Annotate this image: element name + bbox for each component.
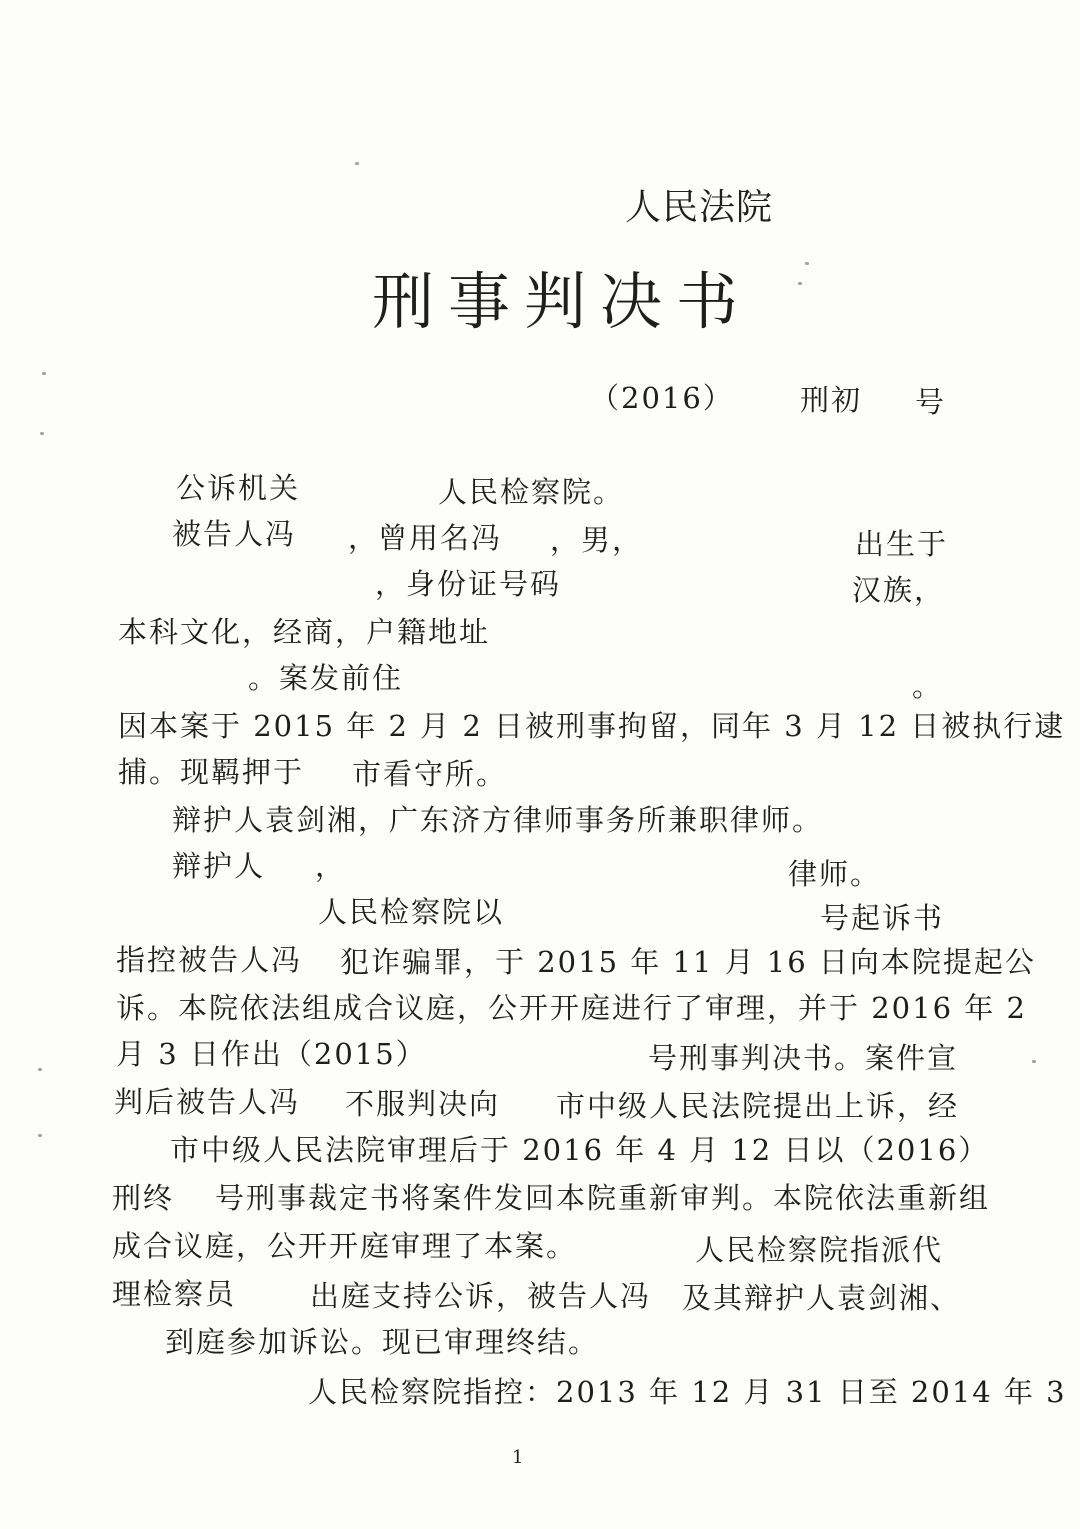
scan-speck — [798, 282, 802, 285]
scan-speck — [38, 1068, 42, 1071]
document-title: 刑事判决书 — [372, 265, 753, 338]
body-line-14c: 市中级人民法院提出上诉，经 — [556, 1089, 960, 1123]
body-line-11a: 指控被告人冯 — [116, 943, 303, 977]
body-line-18b: 出庭支持公诉，被告人冯 — [310, 1279, 652, 1313]
scan-speck — [42, 372, 46, 375]
defendant-born-label: 出生于 — [855, 527, 949, 561]
page-number: 1 — [512, 1447, 524, 1468]
body-line-11b: 犯诈骗罪，于 2015 年 11 月 16 日向本院提起公 — [340, 945, 1036, 979]
defender-1: 辩护人袁剑湘，广东济方律师事务所兼职律师。 — [172, 803, 824, 837]
indictment-a: 人民检察院以 — [318, 895, 505, 929]
body-line-15: 市中级人民法院审理后于 2016 年 4 月 12 日以（2016） — [170, 1133, 990, 1167]
defendant-gender: ，男， — [550, 523, 644, 557]
defendant-ethnicity: 汉族， — [852, 573, 946, 607]
case-type: 刑初 — [800, 383, 863, 417]
court-name: 人民法院 — [625, 187, 774, 228]
scan-speck — [355, 162, 359, 165]
body-line-17b: 人民检察院指派代 — [695, 1233, 944, 1267]
residence-end: 。 — [912, 669, 944, 703]
defendant-former-name: 曾用名冯 — [378, 521, 503, 555]
defender-2-label: 辩护人 — [172, 849, 266, 883]
defendant-id-label: ，身份证号码 — [375, 567, 562, 601]
prosecutor-name: 人民检察院。 — [438, 475, 625, 509]
body-line-12: 诉。本院依法组成合议庭，公开开庭进行了审理，并于 2016 年 2 — [116, 991, 1027, 1025]
body-line-20: 人民检察院指控：2013 年 12 月 31 日至 2014 年 3 — [308, 1375, 1067, 1409]
body-line-14a: 判后被告人冯 — [114, 1085, 301, 1119]
body-line-18c: 及其辩护人袁剑湘、 — [682, 1281, 962, 1315]
scan-speck — [805, 262, 809, 265]
case-year: （2016） — [590, 381, 734, 415]
body-line-16a: 刑终 — [112, 1181, 175, 1215]
body-line-14b: 不服判决向 — [345, 1087, 501, 1121]
body-line-17a: 成合议庭，公开开庭审理了本案。 — [112, 1229, 578, 1263]
custody-text-a: 捕。现羁押于 — [118, 755, 305, 789]
body-line-13a: 月 3 日作出（2015） — [116, 1037, 427, 1071]
defendant-comma: ， — [348, 521, 380, 555]
defendant-education: 本科文化，经商，户籍地址 — [118, 615, 491, 649]
body-line-19: 到庭参加诉讼。现已审理终结。 — [165, 1325, 600, 1359]
scan-speck — [40, 432, 44, 435]
body-line-13b: 号刑事判决书。案件宣 — [648, 1041, 959, 1075]
body-line-18a: 理检察员 — [112, 1277, 237, 1311]
prosecutor-label: 公诉机关 — [176, 471, 301, 505]
detention-text: 因本案于 2015 年 2 月 2 日被刑事拘留，同年 3 月 12 日被执行逮 — [118, 709, 1066, 743]
body-line-16b: 号刑事裁定书将案件发回本院重新审判。本院依法重新组 — [215, 1181, 991, 1215]
custody-text-b: 市看守所。 — [352, 757, 508, 791]
indictment-b: 号起诉书 — [820, 901, 945, 935]
defender-2-comma: ， — [315, 849, 347, 883]
case-number-suffix: 号 — [915, 385, 947, 419]
defender-2-title: 律师。 — [788, 857, 882, 891]
scan-speck — [38, 1134, 42, 1137]
defendant-residence: 。案发前住 — [248, 661, 404, 695]
defendant-label: 被告人冯 — [172, 517, 297, 551]
scan-speck — [1032, 1060, 1036, 1063]
